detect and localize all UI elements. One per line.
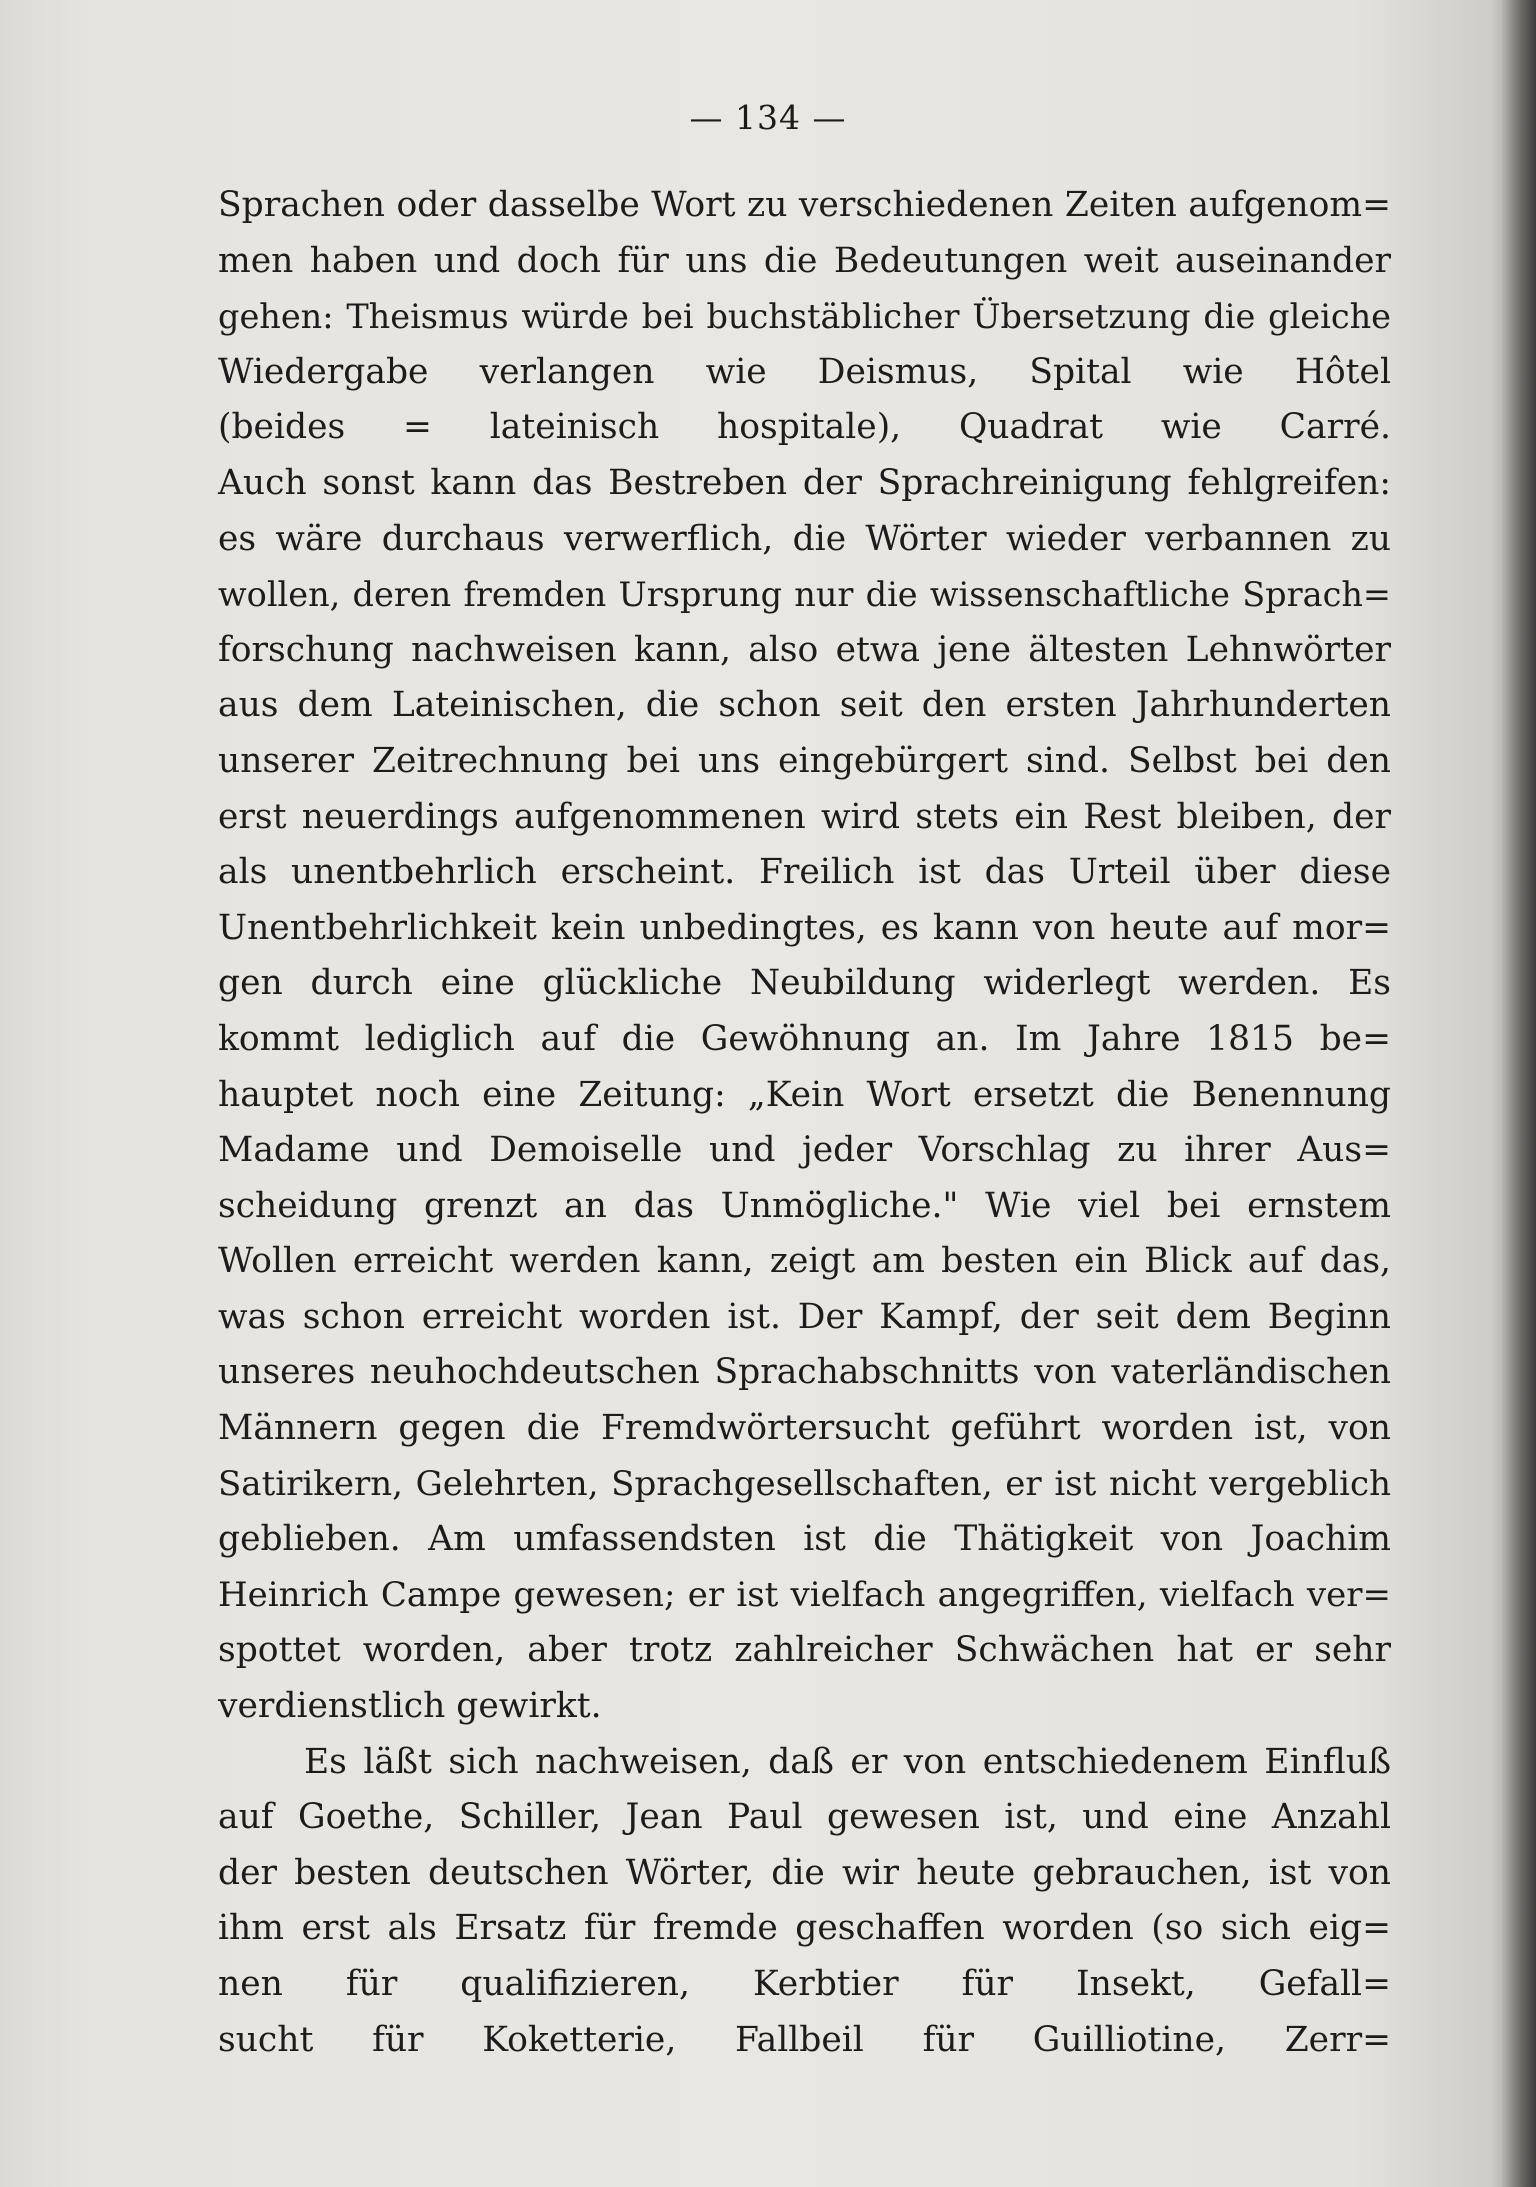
body-text xyxy=(218,178,1391,2068)
text-line: geblieben. Am umfassendsten ist die Thätigkeit von Joachim xyxy=(218,1519,1391,1560)
text-line: (beides = lateinisch hospitale), Quadrat wie Carré. xyxy=(218,407,1391,448)
page-number: — 134 — xyxy=(689,98,847,137)
text-line: Sprachen oder dasselbe Wort zu verschiedenen Zeiten aufgenom= xyxy=(218,185,1391,225)
text-line: men haben und doch für uns die Bedeutungen weit auseinander xyxy=(218,240,1391,281)
text-line: scheidung grenzt an das Unmögliche." Wie viel bei ernstem xyxy=(218,1185,1391,1226)
text-line: gehen: Theismus würde bei buchstäblicher Übersetzung die gleiche xyxy=(218,297,1391,337)
text-line: Wiedergabe verlangen wie Deismus, Spital wie Hôtel xyxy=(218,351,1391,392)
text-line: verdienstlich gewirkt. xyxy=(218,1686,602,1727)
text-line: unserer Zeitrechnung bei uns eingebürgert sind. Selbst bei den xyxy=(218,740,1391,781)
text-line: gen durch eine glückliche Neubildung widerlegt werden. Es xyxy=(218,963,1391,1004)
text-line: erst neuerdings aufgenommenen wird stets ein Rest bleiben, der xyxy=(218,796,1391,837)
text-line: wollen, deren fremden Ursprung nur die wissenschaftliche Sprach= xyxy=(218,575,1391,615)
text-line: was schon erreicht worden ist. Der Kampf, der seit dem Beginn xyxy=(218,1296,1391,1337)
text-line: forschung nachweisen kann, also etwa jene ältesten Lehnwörter xyxy=(218,629,1391,670)
text-line: Satirikern, Gelehrten, Sprachgesellschaften, er ist nicht vergeblich xyxy=(218,1463,1391,1504)
text-line: Madame und Demoiselle und jeder Vorschlag zu ihrer Aus= xyxy=(218,1130,1391,1171)
text-line: als unentbehrlich erscheint. Freilich ist das Urteil über diese xyxy=(218,852,1391,893)
text-line: der besten deutschen Wörter, die wir heute gebrauchen, ist von xyxy=(218,1852,1391,1893)
text-line: kommt lediglich auf die Gewöhnung an. Im Jahre 1815 be= xyxy=(218,1018,1391,1059)
text-line: Heinrich Campe gewesen; er ist vielfach angegriffen, vielfach ver= xyxy=(218,1574,1391,1615)
text-line: Wollen erreicht werden kann, zeigt am besten ein Blick auf das, xyxy=(218,1241,1391,1282)
text-line: ihm erst als Ersatz für fremde geschaffen worden (so sich eig= xyxy=(218,1908,1391,1949)
text-line: nen für qualifizieren, Kerbtier für Insekt, Gefall= xyxy=(218,1964,1391,2004)
text-line: Unentbehrlichkeit kein unbedingtes, es kann von heute auf mor= xyxy=(218,907,1391,948)
text-line: Auch sonst kann das Bestreben der Sprachreinigung fehlgreifen: xyxy=(218,462,1391,503)
text-line: spottet worden, aber trotz zahlreicher Schwächen hat er sehr xyxy=(218,1630,1391,1671)
text-line: sucht für Koketterie, Fallbeil für Guilliotine, Zerr= xyxy=(218,2019,1391,2060)
book-spine-shadow xyxy=(1502,0,1536,2187)
text-line: Männern gegen die Fremdwörtersucht geführt worden ist, von xyxy=(218,1408,1391,1449)
text-line: Es läßt sich nachweisen, daß er von entschiedenem Einfluß xyxy=(304,1741,1391,1782)
text-line: hauptet noch eine Zeitung: „Kein Wort ersetzt die Benennung xyxy=(218,1074,1391,1115)
text-line: unseres neuhochdeutschen Sprachabschnitts von vaterländischen xyxy=(218,1352,1391,1393)
text-line: es wäre durchaus verwerflich, die Wörter wieder verbannen zu xyxy=(218,518,1391,559)
text-line: aus dem Lateinischen, die schon seit den ersten Jahrhunderten xyxy=(218,685,1391,726)
text-line: auf Goethe, Schiller, Jean Paul gewesen ist, und eine Anzahl xyxy=(218,1797,1391,1838)
